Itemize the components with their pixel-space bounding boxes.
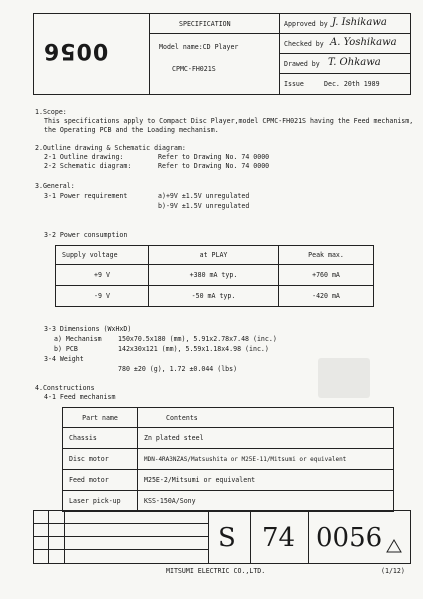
table-header-cell: at PLAY [149, 246, 279, 265]
general-heading: 3.General: [35, 182, 75, 190]
table-cell: Chassis [63, 428, 138, 449]
table-row [63, 470, 394, 491]
table-row [63, 449, 394, 470]
table-cell: Laser pick-up [63, 491, 138, 512]
table-header-cell: Supply voltage [56, 246, 149, 265]
scope-heading: 1.Scope: [35, 108, 67, 116]
outline-heading: 2.Outline drawing & Schematic diagram: [35, 144, 186, 152]
power-requirement-a: a)+9V ±1.5V unregulated [158, 192, 250, 200]
revision-rule [34, 549, 208, 550]
power-consumption-heading: 3-2 Power consumption [44, 231, 128, 239]
approved-signature: J. Ishikawa [332, 17, 387, 28]
table-header-row [63, 408, 394, 428]
table-row [63, 428, 394, 449]
scope-line: the Operating PCB and the Loading mechanism. [44, 126, 219, 134]
company-name: MITSUMI ELECTRIC CO.,LTD. [166, 567, 266, 575]
table-cell: +380 mA typ. [149, 265, 279, 286]
table-cell: -9 V [56, 286, 149, 307]
dimension-value: 150x70.5x180 (mm), 5.91x2.78x7.48 (inc.) [118, 335, 277, 343]
table-row [56, 265, 374, 286]
outline-item-value: Refer to Drawing No. 74 0000 [158, 153, 270, 161]
dimension-label: a) Mechanism [54, 335, 102, 343]
table-row [63, 491, 394, 512]
checked-label: Checked by [284, 40, 324, 48]
table-cell: +760 mA [279, 265, 374, 286]
revision-rule [34, 523, 208, 524]
model-code: CPMC-FH021S [172, 65, 216, 73]
header-rule [279, 53, 410, 54]
checked-signature: A. Yoshikawa [330, 37, 397, 48]
table-header-cell: Part name [63, 408, 138, 428]
dimensions-heading: 3-3 Dimensions (WxHxD) [44, 325, 132, 333]
weight-label: 3-4 Weight [44, 355, 84, 363]
table-cell: +9 V [56, 265, 149, 286]
title-block-divider [308, 511, 309, 563]
table-cell: M25E-2/Mitsumi or equivalent [138, 470, 394, 491]
table-cell: MDN-4RA3NZAS/Matsushita or M25E-11/Mitsumi or equivalent [138, 449, 394, 470]
revision-triangle-icon [386, 539, 402, 553]
header-rule [279, 33, 410, 34]
dimension-label: b) PCB [54, 345, 78, 353]
header-block [33, 13, 411, 95]
header-rule [279, 73, 410, 74]
model-name: Model name:CD Player [159, 43, 239, 51]
table-cell: Feed motor [63, 470, 138, 491]
table-header-cell: Peak max. [279, 246, 374, 265]
dimension-value: 142x30x121 (mm), 5.59x1.18x4.98 (inc.) [118, 345, 269, 353]
table-row [56, 286, 374, 307]
spec-title: SPECIFICATION [179, 20, 231, 28]
weight-value: 780 ±20 (g), 1.72 ±0.044 (lbs) [118, 365, 238, 373]
table-header-cell: Contents [138, 408, 394, 428]
page-number: (1/12) [381, 567, 405, 575]
constructions-table [62, 407, 394, 512]
power-requirement-label: 3-1 Power requirement [44, 192, 128, 200]
table-cell: -50 mA typ. [149, 286, 279, 307]
outline-item-label: 2-2 Schematic diagram: [44, 162, 132, 170]
table-cell: Disc motor [63, 449, 138, 470]
header-rule [149, 33, 279, 34]
table-cell: -420 mA [279, 286, 374, 307]
table-cell: KSS-150A/Sony [138, 491, 394, 512]
outline-item-label: 2-1 Outline drawing: [44, 153, 124, 161]
revision-rule [34, 536, 208, 537]
header-divider [149, 14, 150, 94]
series-letter: S [218, 523, 236, 553]
document-number: 0056 [43, 38, 109, 63]
drawed-label: Drawed by [284, 60, 320, 68]
title-block [33, 510, 411, 564]
title-block-divider [250, 511, 251, 563]
issue-date: Dec. 20th 1989 [324, 80, 380, 88]
table-header-row [56, 246, 374, 265]
outline-item-value: Refer to Drawing No. 74 0000 [158, 162, 270, 170]
approved-label: Approved by [284, 20, 328, 28]
scope-line: This specifications apply to Compact Disc Player,model CPMC-FH021S having the Feed mechanism, [44, 117, 414, 125]
constructions-heading: 4.Constructions [35, 384, 95, 392]
header-divider [279, 14, 280, 94]
drawing-number: 0056 [316, 523, 383, 553]
issue-label: Issue [284, 80, 304, 88]
faded-stamp [318, 358, 370, 398]
drawing-prefix: 74 [262, 523, 296, 553]
revision-divider [64, 511, 65, 563]
feed-mechanism-heading: 4-1 Feed mechanism [44, 393, 116, 401]
revision-divider [48, 511, 49, 563]
title-block-divider [208, 511, 209, 563]
table-cell: Zn plated steel [138, 428, 394, 449]
power-consumption-table [55, 245, 374, 307]
power-requirement-b: b)-9V ±1.5V unregulated [158, 202, 250, 210]
drawed-signature: T. Ohkawa [328, 57, 381, 68]
